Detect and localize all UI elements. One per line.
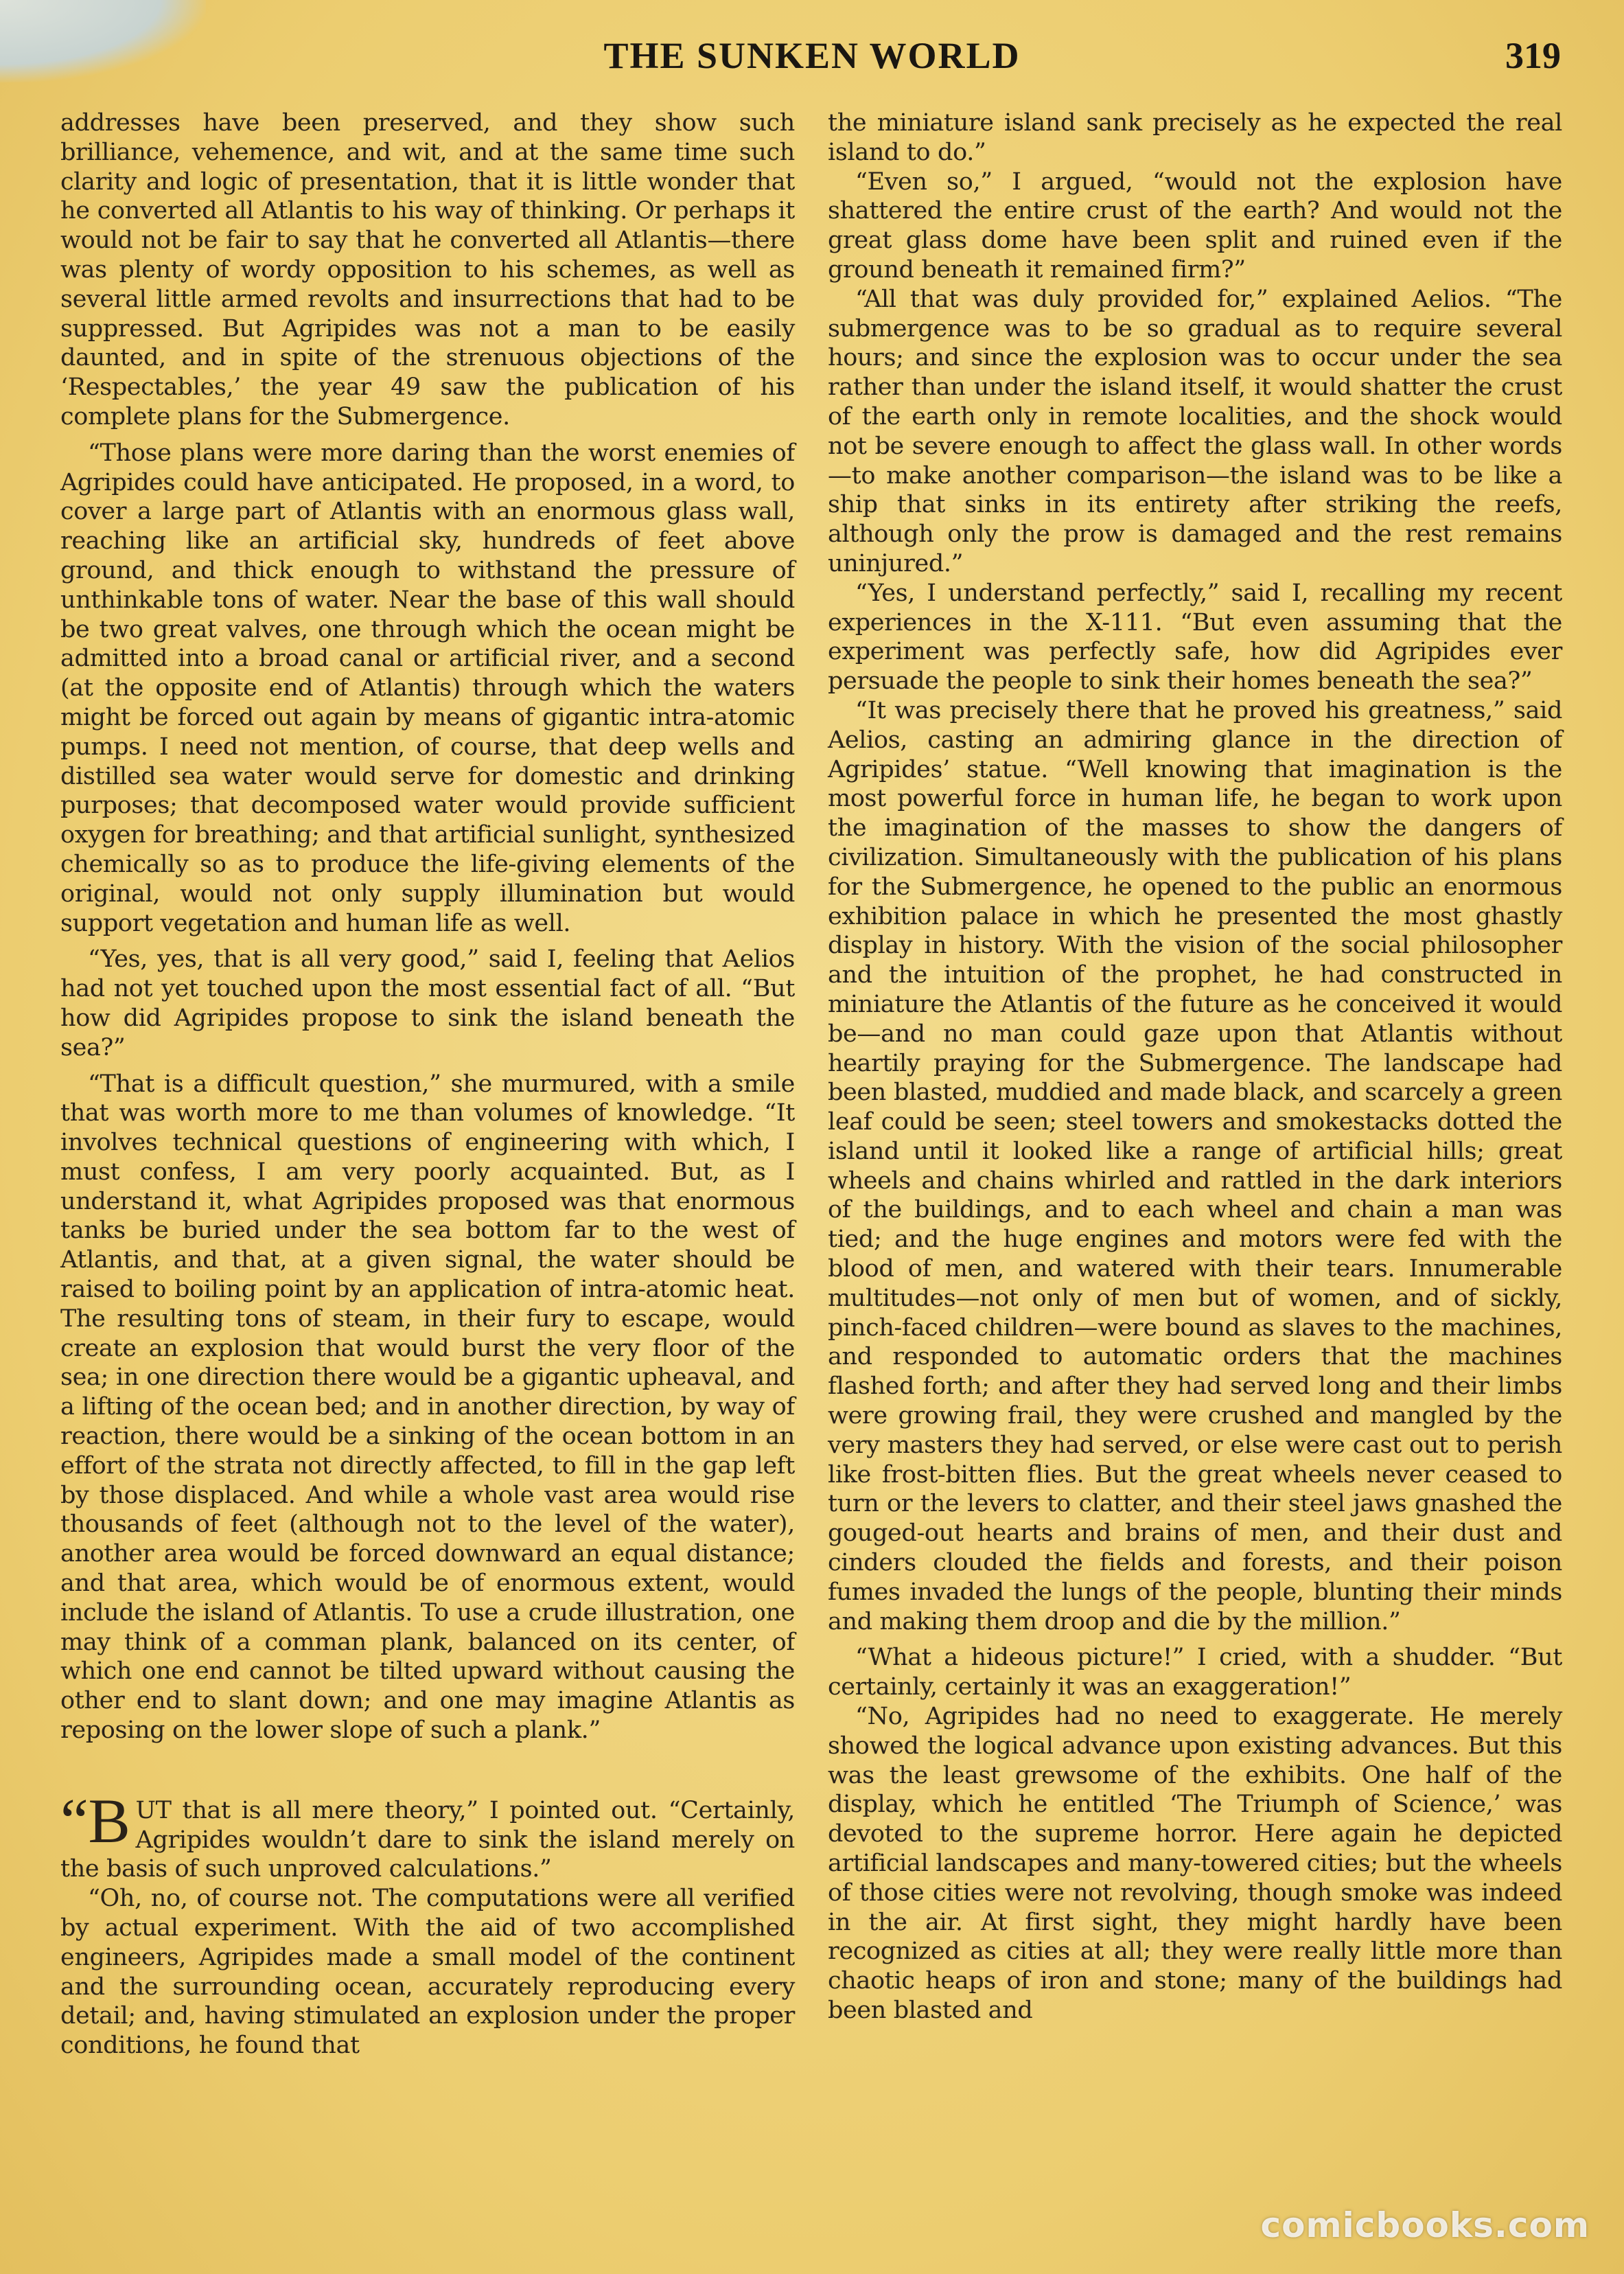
drop-cap: “B (60, 1785, 130, 1856)
paragraph-text: UT that is all mere theory,” I pointed out. “Certainly, Agripides wouldn’t dare to sink the island merely on the basis of such unproved calculations.” (60, 1796, 795, 1883)
paragraph: “Those plans were more daring than the worst enemies of Agripides could have anticipated. He proposed, in a word, to cover a large part of Atlantis with an enormous glass wall, reaching like an artificial sky, hundreds of feet above ground, and thick enough to withstand the pressure of unthinkable tons of water. Near the base of this wall should be two great valves, one through which the ocean might be admitted into a broad canal or artificial river, and a second (at the opposite end of Atlantis) through which the waters might be forced out again by means of gigantic intra-atomic pumps. I need not mention, of course, that deep wells and distilled sea water would serve for domestic and drinking purposes; that decomposed water would provide sufficient oxygen for breathing; and that artificial sunlight, synthesized chemically so as to produce the life-giving elements of the original, would not only supply illumination but would support vegetation and human life as well. (60, 439, 795, 937)
paragraph: “All that was duly provided for,” explained Aelios. “The submergence was to be so gradual as to require several hours; and since the explosion was to occur under the sea rather than under the island itself, it would shatter the crust of the earth only in remote localities, and the shock would not be severe enough to affect the glass wall. In other words—to make another comparison—the island was to be like a ship that sinks in its entirety after striking the reefs, although only the prow is damaged and the rest remains uninjured.” (828, 285, 1562, 577)
paragraph: “What a hideous picture!” I cried, with a shudder. “But certainly, certainly it was an exaggeration!” (828, 1644, 1562, 1701)
paragraph: “Even so,” I argued, “would not the explosion have shattered the entire crust of the earth? And would not the great glass dome have been split and ruined even if the ground beneath it remained firm?” (828, 168, 1562, 284)
paragraph: the miniature island sank precisely as he expected the real island to do.” (828, 109, 1562, 166)
left-column (60, 108, 795, 2060)
page-header (0, 27, 1624, 89)
right-column (828, 108, 1562, 2025)
paragraph: “Yes, I understand perfectly,” said I, recalling my recent experiences in the X-111. “But even assuming that the experiment was perfectly safe, how did Agripides ever persuade the people to sink their homes beneath the sea?” (828, 579, 1562, 696)
paragraph: “Oh, no, of course not. The computations were all verified by actual experiment. With the aid of two accomplished engineers, Agripides made a small model of the continent and the surrounding ocean, accurately reproducing every detail; and, having stimulated an explosion under the proper conditions, he found that (60, 1885, 795, 2060)
paragraph: “Yes, yes, that is all very good,” said I, feeling that Aelios had not yet touched upon the most essential fact of all. “But how did Agripides propose to sink the island beneath the sea?” (60, 945, 795, 1061)
page-number: 319 (1505, 35, 1561, 76)
paragraph: “No, Agripides had no need to exaggerate. He merely showed the logical advance upon existing advances. But this was the least grewsome of the exhibits. One half of the display, which he entitled ‘The Triumph of Science,’ was devoted to the supreme horror. Here again he depicted artificial landscapes and many-towered cities; but the wheels of those cities were not revolving, though smoke was indeed in the air. At first sight, they might hardly have been recognized as cities at all; they were really little more than chaotic heaps of iron and stone; many of the buildings had been blasted and (828, 1703, 1562, 2024)
paragraph: “It was precisely there that he proved his greatness,” said Aelios, casting an admiring glance in the direction of Agripides’ statue. “Well knowing that imagination is the most powerful force in human life, he began to work upon the imagination of the masses to show the dangers of civilization. Simultaneously with the publication of his plans for the Submergence, he opened to the public an enormous exhibition palace in which he presented the most ghastly display in history. With the vision of the social philosopher and the intuition of the prophet, he had constructed in miniature the Atlantis of the future as he conceived it would be—and no man could gaze upon that Atlantis without heartily praying for the Submergence. The landscape had been blasted, muddied and made black, and scarcely a green leaf could be seen; steel towers and smokestacks dotted the island until it looked like a range of artificial hills; great wheels and chains whirled and rattled in the dark interiors of the buildings, and to each wheel and chain a man was tied; and the huge engines and motors were fed with the blood of men, and watered with their tears. Innumerable multitudes—not only of men but of women, and of sickly, pinch-faced children—were bound as slaves to the machines, and responded to automatic orders that the machines flashed forth; and after they had served long and their limbs were growing frail, they were crushed and mangled by the very masters they had served, or else were cast out to perish like frost-bitten flies. But the great wheels never ceased to turn or the levers to clatter, and their steel jaws gnashed the gouged-out hearts and brains of men, and their dust and cinders clouded the fields and forests, and their poison fumes invaded the lungs of the people, blunting their minds and making them droop and die by the million.” (828, 696, 1562, 1635)
running-title: THE SUNKEN WORLD (603, 35, 1021, 76)
site-watermark: comicbooks.com (1260, 2205, 1590, 2245)
paragraph: “That is a difficult question,” she murmured, with a smile that was worth more to me than volumes of knowledge. “It involves technical questions of engineering with which, I must confess, I am very poorly acquainted. But, as I understand it, what Agripides proposed was that enormous tanks be buried under the sea bottom far to the west of Atlantis, and that, at a given signal, the water should be raised to boiling point by an application of intra-atomic heat. The resulting tons of steam, in their fury to escape, would create an explosion that would burst the very floor of the sea; in one direction there would be a gigantic upheaval, and a lifting of the ocean bed; and in another direction, by way of reaction, there would be a sinking of the ocean bottom in an effort of the strata not directly affected, to fill in the gap left by those displaced. And while a whole vast area would rise thousands of feet (although not to the level of the water), another area would be forced downward an equal distance; and that area, which would be of enormous extent, would include the island of Atlantis. To use a crude illustration, one may think of a comman plank, balanced on its center, of which one end cannot be tilted upward without causing the other end to slant down; and one may imagine Atlantis as reposing on the lower slope of such a plank.” (60, 1070, 795, 1745)
paragraph: addresses have been preserved, and they show such brilliance, vehemence, and wit, and at the same time such clarity and logic of presentation, that it is little wonder that he converted all Atlantis to his way of thinking. Or perhaps it would not be fair to say that he converted all Atlantis—there was plenty of wordy opposition to his schemes, as well as several little armed revolts and insurrections that had to be suppressed. But Agripides was not a man to be easily daunted, and in spite of the strenuous objections of the ‘Respectables,’ the year 49 saw the publication of his complete plans for the Submergence. (60, 109, 795, 430)
section-opening-paragraph (60, 1785, 795, 1884)
